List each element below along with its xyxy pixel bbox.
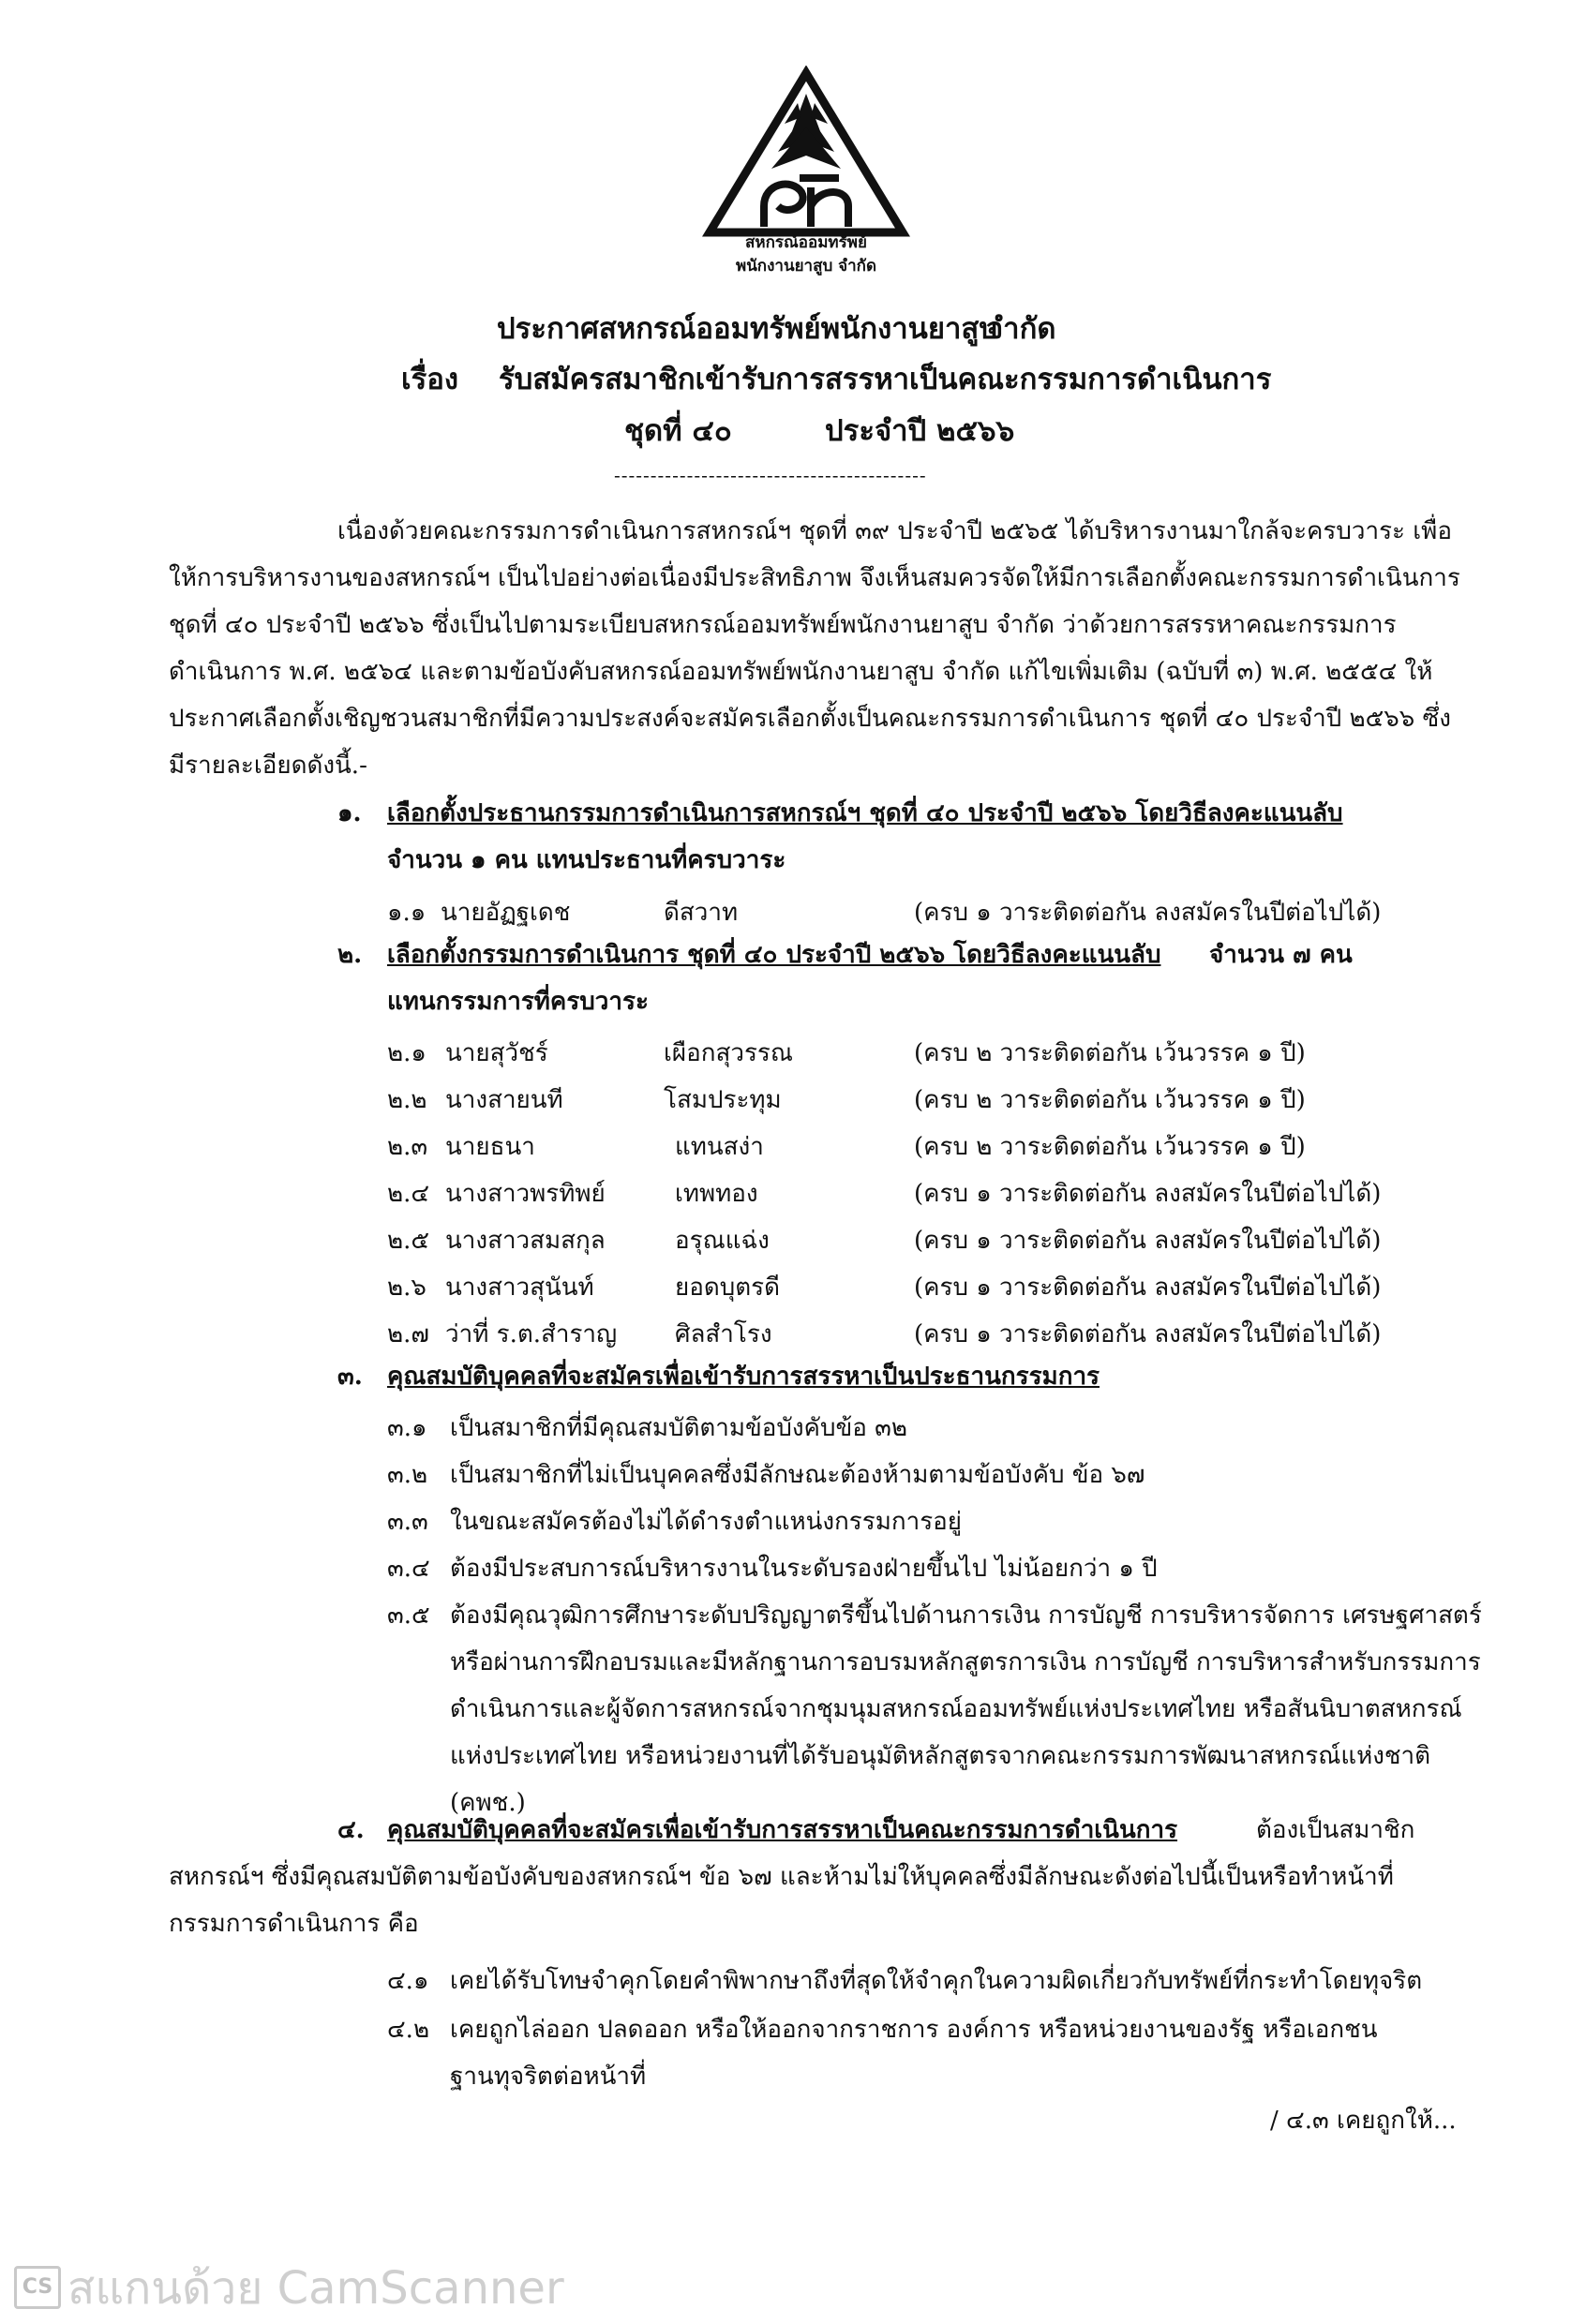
s2-item-num: ๒.๖ (387, 1274, 426, 1302)
s3-item-num: ๓.๒ (387, 1461, 428, 1489)
logo-line-1: สหกรณ์ออมทรัพย์ (745, 233, 867, 252)
s2-item-note: (ครบ ๒ วาระติดต่อกัน เว้นวรรค ๑ ปี) (914, 1039, 1306, 1067)
section-3-title: คุณสมบัติบุคคลที่จะสมัครเพื่อเข้ารับการสรรหาเป็นประธานกรรมการ (387, 1363, 1100, 1391)
s2-item-note: (ครบ ๑ วาระติดต่อกัน ลงสมัครในปีต่อไปได้) (914, 1274, 1382, 1302)
s2-item-first: นายธนา (445, 1133, 535, 1161)
announcement-title: ประกาศสหกรณ์ออมทรัพย์พนักงานยาสูบ (497, 312, 998, 346)
s2-item-last: ยอดบุตรดี (675, 1274, 780, 1302)
s3-item5-line: ต้องมีคุณวุฒิการศึกษาระดับปริญญาตรีขึ้นไปด้านการเงิน การบัญชี การบริหารจัดการ เศรษฐศาสตร์ (450, 1601, 1482, 1630)
s1-item-first: นายอัฏฐเดช (441, 899, 571, 927)
s3-item-text: เป็นสมาชิกที่มีคุณสมบัติตามข้อบังคับข้อ ๓๒ (450, 1414, 908, 1442)
section-2-line2: แทนกรรมการที่ครบวาระ (387, 988, 649, 1016)
s4-item-text-line2: ฐานทุจริตต่อหน้าที่ (450, 2063, 647, 2091)
s2-item-first: นางสาวสุนันท์ (445, 1274, 594, 1302)
s4-item-num: ๔.๒ (387, 2016, 430, 2044)
s3-item5-line: (คพช.) (450, 1789, 526, 1817)
s2-item-num: ๒.๕ (387, 1227, 430, 1255)
s2-item-note: (ครบ ๑ วาระติดต่อกัน ลงสมัครในปีต่อไปได้) (914, 1227, 1382, 1255)
s2-item-last: โสมประทุม (664, 1086, 782, 1114)
s4-item-text: เคยได้รับโทษจำคุกโดยคำพิพากษาถึงที่สุดให้จำคุกในความผิดเกี่ยวกับทรัพย์ที่กระทำโดยทุจริต (450, 1967, 1423, 1995)
s1-item-note: (ครบ ๑ วาระติดต่อกัน ลงสมัครในปีต่อไปได้) (914, 899, 1382, 927)
s3-item-text: ต้องมีประสบการณ์บริหารงานในระดับรองฝ่ายขึ้นไป ไม่น้อยกว่า ๑ ปี (450, 1555, 1158, 1583)
s2-item-last: เผือกสุวรรณ (664, 1039, 793, 1067)
s3-item-num: ๓.๑ (387, 1414, 427, 1442)
s2-item-num: ๒.๑ (387, 1039, 426, 1067)
section-4-number: ๔. (337, 1816, 365, 1844)
s2-item-note: (ครบ ๑ วาระติดต่อกัน ลงสมัครในปีต่อไปได้) (914, 1320, 1382, 1348)
section-4-line2: สหกรณ์ฯ ซึ่งมีคุณสมบัติตามข้อบังคับของสหกรณ์ฯ ข้อ ๖๗ และห้ามไม่ให้บุคคลซึ่งมีลักษณะดังต่อไปนี้เป็นหรือทำหน้าที่ (169, 1863, 1394, 1891)
s2-item-first: ว่าที่ ร.ต.สำราญ (445, 1320, 618, 1348)
section-4-title: คุณสมบัติบุคคลที่จะสมัครเพื่อเข้ารับการสรรหาเป็นคณะกรรมการดำเนินการ (387, 1816, 1178, 1844)
intro-line: เนื่องด้วยคณะกรรมการดำเนินการสหกรณ์ฯ ชุดที่ ๓๙ ประจำปี ๒๕๖๕ ได้บริหารงานมาใกล้จะครบวาระ เพื่อ (337, 517, 1452, 545)
s4-item-text: เคยถูกไล่ออก ปลดออก หรือให้ออกจากราชการ องค์การ หรือหน่วยงานของรัฐ หรือเอกชน (450, 2016, 1378, 2044)
intro-line: ชุดที่ ๔๐ ประจำปี ๒๕๖๖ ซึ่งเป็นไปตามระเบียบสหกรณ์ออมทรัพย์พนักงานยาสูบ จำกัด ว่าด้วยการสรรหาคณะกรรมการ (169, 611, 1397, 639)
section-2-number: ๒. (337, 941, 363, 969)
s3-item5-line: แห่งประเทศไทย หรือหน่วยงานที่ได้รับอนุมัติหลักสูตรจากคณะกรรมการพัฒนาสหกรณ์แห่งชาติ (450, 1742, 1431, 1770)
s2-item-last: แทนสง่า (675, 1133, 764, 1161)
intro-line: ประกาศเลือกตั้งเชิญชวนสมาชิกที่มีความประสงค์จะสมัครเลือกตั้งเป็นคณะกรรมการดำเนินการ ชุดที่ ๔๐ ประจำปี ๒๕๖๖ ซึ่ง (169, 705, 1451, 733)
s2-item-num: ๒.๗ (387, 1320, 429, 1348)
subject-text: รับสมัครสมาชิกเข้ารับการสรรหาเป็นคณะกรรมการดำเนินการ (499, 363, 1272, 396)
year: ประจำปี ๒๕๖๖ (825, 414, 1015, 448)
section-3-number: ๓. (337, 1363, 363, 1391)
s2-item-note: (ครบ ๑ วาระติดต่อกัน ลงสมัครในปีต่อไปได้) (914, 1180, 1382, 1208)
set-number: ชุดที่ ๔๐ (624, 414, 732, 448)
s2-item-num: ๒.๒ (387, 1086, 427, 1114)
s2-item-num: ๒.๓ (387, 1133, 428, 1161)
section-2-title: เลือกตั้งกรรมการดำเนินการ ชุดที่ ๔๐ ประจำปี ๒๕๖๖ โดยวิธีลงคะแนนลับ (387, 941, 1161, 969)
logo-line-2: พนักงานยาสูบ จำกัด (735, 257, 877, 276)
divider: ------------------------------------------- (614, 464, 927, 486)
s2-item-num: ๒.๔ (387, 1180, 430, 1208)
s3-item-num: ๓.๔ (387, 1555, 430, 1583)
s3-item5-line: ดำเนินการและผู้จัดการสหกรณ์จากชุมนุมสหกรณ์ออมทรัพย์แห่งประเทศไทย หรือสันนิบาตสหกรณ์ (450, 1695, 1462, 1723)
s3-item5-line: หรือผ่านการฝึกอบรมและมีหลักฐานการอบรมหลักสูตรการเงิน การบัญชี การบริหารสำหรับกรรมการ (450, 1648, 1481, 1676)
section-1-number: ๑. (337, 799, 362, 827)
subject-label: เรื่อง (401, 363, 459, 396)
section-2-title-suffix: จำนวน ๗ คน (1209, 941, 1353, 969)
announcement-title-suffix: จำกัด (986, 312, 1056, 346)
s1-item-last: ดีสวาท (664, 899, 739, 927)
section-4-title-suffix: ต้องเป็นสมาชิก (1256, 1816, 1415, 1844)
s2-item-first: นางสายนที (445, 1086, 563, 1114)
s3-item-text: เป็นสมาชิกที่ไม่เป็นบุคคลซึ่งมีลักษณะต้องห้ามตามข้อบังคับ ข้อ ๖๗ (450, 1461, 1145, 1489)
section-4-line3: กรรมการดำเนินการ คือ (169, 1910, 419, 1938)
s2-item-last: อรุณแฉ่ง (675, 1227, 770, 1255)
s2-item-note: (ครบ ๒ วาระติดต่อกัน เว้นวรรค ๑ ปี) (914, 1133, 1306, 1161)
section-1-title: เลือกตั้งประธานกรรมการดำเนินการสหกรณ์ฯ ชุดที่ ๔๐ ประจำปี ๒๕๖๖ โดยวิธีลงคะแนนลับ (387, 799, 1343, 827)
scanner-watermark: สแกนด้วย CamScanner (67, 2262, 564, 2315)
continuation-note: / ๔.๓ เคยถูกให้... (1270, 2107, 1457, 2135)
s3-item-num: ๓.๓ (387, 1508, 428, 1536)
intro-line: ให้การบริหารงานของสหกรณ์ฯ เป็นไปอย่างต่อเนื่องมีประสิทธิภาพ จึงเห็นสมควรจัดให้มีการเลือกตั้งคณะกรรมการดำเนินการ (169, 564, 1460, 592)
s2-item-last: เทพทอง (675, 1180, 758, 1208)
s2-item-last: ศิลสำโรง (675, 1320, 772, 1348)
intro-line: ดำเนินการ พ.ศ. ๒๕๖๔ และตามข้อบังคับสหกรณ์ออมทรัพย์พนักงานยาสูบ จำกัด แก้ไขเพิ่มเติม (ฉบับที่ ๓) พ.ศ. ๒๕๕๔ ให้ (169, 658, 1433, 686)
s4-item-num: ๔.๑ (387, 1967, 429, 1995)
s2-item-first: นางสาวสมสกุล (445, 1227, 606, 1255)
s2-item-note: (ครบ ๒ วาระติดต่อกัน เว้นวรรค ๑ ปี) (914, 1086, 1306, 1114)
s1-item-num: ๑.๑ (387, 899, 426, 927)
intro-line: มีรายละเอียดดังนี้.- (169, 752, 367, 780)
camscanner-icon: CS (14, 2266, 61, 2309)
section-1-line2: จำนวน ๑ คน แทนประธานที่ครบวาระ (387, 846, 786, 874)
s2-item-first: นางสาวพรทิพย์ (445, 1180, 606, 1208)
s2-item-first: นายสุวัชร์ (445, 1039, 548, 1067)
s3-item5-num: ๓.๕ (387, 1601, 430, 1630)
s3-item-text: ในขณะสมัครต้องไม่ได้ดำรงตำแหน่งกรรมการอยู่ (450, 1508, 963, 1536)
